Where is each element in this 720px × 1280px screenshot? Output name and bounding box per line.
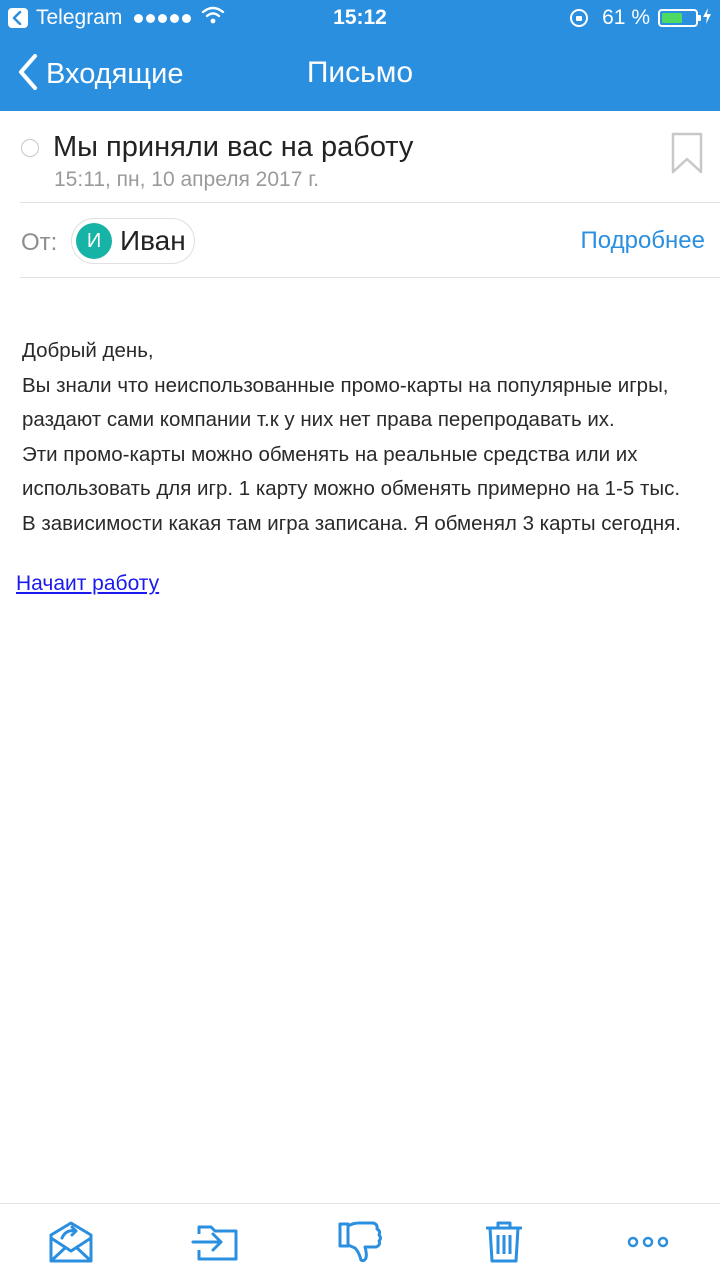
bottom-toolbar — [0, 1203, 720, 1280]
sender-name: Иван — [120, 225, 186, 256]
move-to-folder-button[interactable] — [191, 1222, 239, 1266]
bookmark-icon[interactable] — [670, 131, 704, 175]
back-app-name[interactable]: Telegram — [36, 6, 123, 29]
trash-icon — [484, 1220, 524, 1269]
avatar: И — [76, 223, 112, 259]
more-icon — [627, 1235, 669, 1254]
spam-button[interactable] — [336, 1222, 384, 1266]
body-line: Вы знали что неиспользованные промо-карты на популярные игры, — [22, 373, 669, 397]
move-to-folder-icon — [191, 1222, 239, 1267]
reply-button[interactable] — [47, 1222, 95, 1266]
from-label: От: — [21, 229, 58, 256]
reply-icon — [48, 1221, 94, 1268]
more-button[interactable] — [624, 1222, 672, 1266]
body-line: использовать для игр. 1 карту можно обменять примерно на 1-5 тыс. — [22, 477, 681, 500]
start-work-link[interactable]: Начаит работу — [16, 572, 160, 595]
body-line: Добрый день, — [22, 339, 154, 362]
battery-icon — [658, 9, 698, 27]
body-line: Эти промо-карты можно обменять на реальные средства или их — [22, 442, 638, 466]
body-line: В зависимости какая там игра записана. Я обменял 3 карты сегодня. — [22, 511, 681, 535]
clock: 15:12 — [333, 6, 387, 29]
mail-body — [22, 334, 712, 541]
delete-button[interactable] — [480, 1222, 528, 1266]
page-title: Письмо — [306, 56, 414, 89]
sender-chip[interactable] — [71, 218, 195, 264]
mail-subject: Мы приняли вас на работу — [53, 131, 414, 163]
orientation-lock-icon — [570, 9, 588, 27]
details-link[interactable]: Подробнее — [580, 227, 705, 254]
navigation-bar — [0, 36, 720, 111]
status-bar — [0, 0, 720, 36]
divider — [20, 277, 720, 278]
divider — [20, 202, 720, 203]
thumbs-down-icon — [337, 1220, 383, 1269]
back-button-label: Входящие — [46, 57, 184, 90]
charging-icon — [702, 6, 712, 30]
battery-percent: 61 % — [602, 6, 650, 29]
unread-marker[interactable] — [21, 139, 39, 157]
body-line: раздают сами компании т.к у них нет права перепродавать их. — [22, 408, 615, 431]
mail-date: 15:11, пн, 10 апреля 2017 г. — [54, 168, 320, 191]
